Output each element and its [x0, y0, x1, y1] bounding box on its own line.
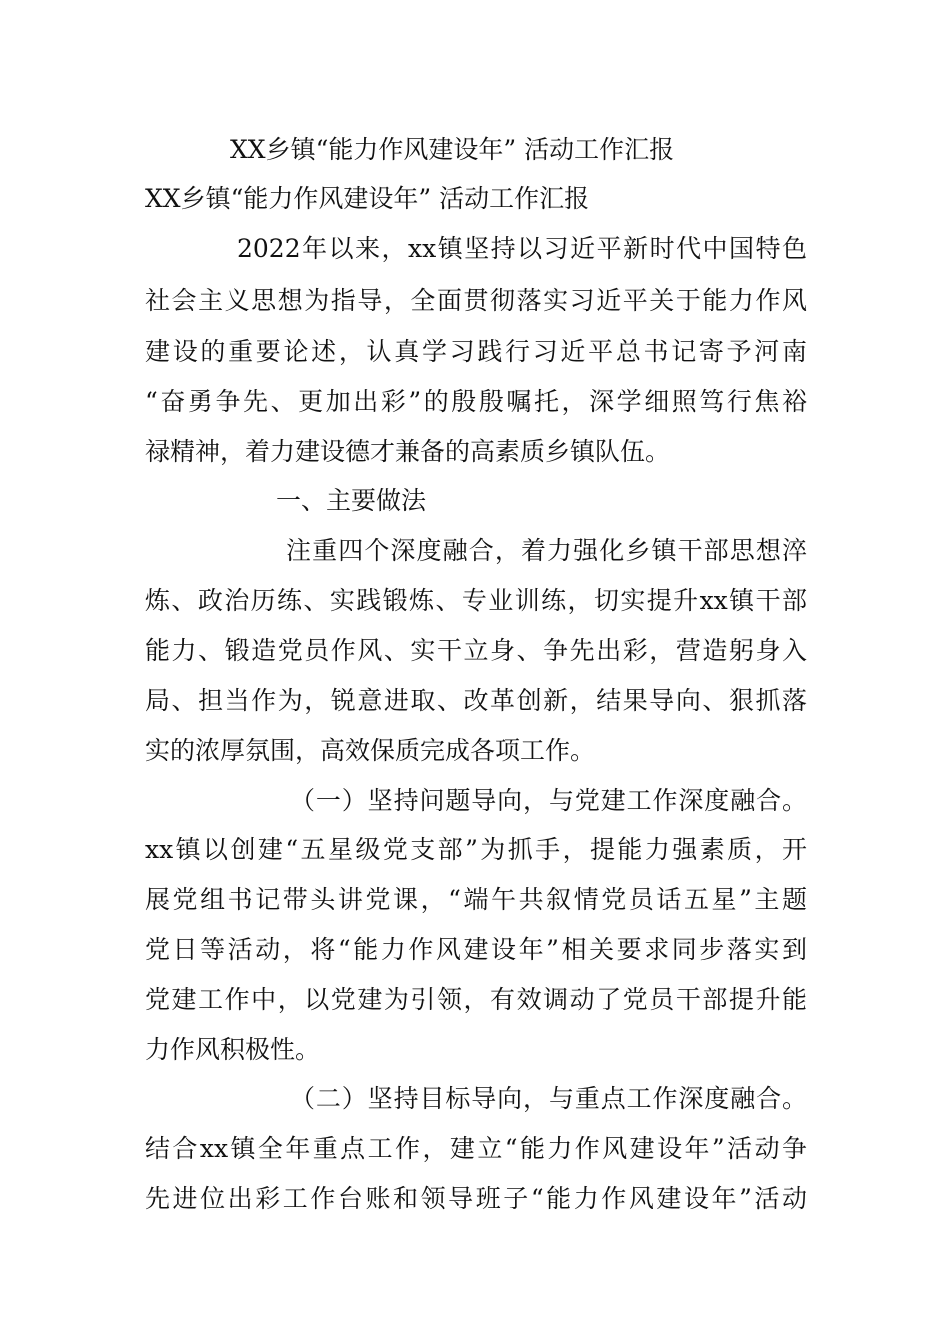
- paragraph-line: 炼、政治历练、实践锻炼、专业训练，切实提升xx镇干部: [145, 586, 807, 615]
- paragraph-line: 力作风积极性。: [145, 1035, 321, 1064]
- paragraph-line: 局、担当作为，锐意进取、改革创新，结果导向、狠抓落: [145, 686, 807, 715]
- paragraph-line: 社会主义思想为指导，全面贯彻落实习近平关于能力作风: [145, 286, 807, 315]
- document-title: XX乡镇“能力作风建设年” 活动工作汇报: [145, 184, 590, 213]
- section-heading: 一、主要做法: [276, 486, 427, 515]
- paragraph-line: 禄精神，着力建设德才兼备的高素质乡镇队伍。: [145, 437, 671, 466]
- paragraph-line: 能力、锻造党员作风、实干立身、争先出彩，营造躬身入: [145, 636, 807, 665]
- document-header-title: XX乡镇“能力作风建设年” 活动工作汇报: [230, 135, 675, 164]
- paragraph-line: 建设的重要论述，认真学习践行习近平总书记寄予河南: [145, 337, 807, 366]
- paragraph-line: 实的浓厚氛围，高效保质完成各项工作。: [145, 736, 596, 765]
- paragraph-line: 先进位出彩工作台账和领导班子“能力作风建设年”活动: [145, 1184, 807, 1213]
- paragraph-line: 党日等活动，将“能力作风建设年”相关要求同步落实到: [145, 935, 807, 964]
- paragraph-line: xx镇以创建“五星级党支部”为抓手，提能力强素质，开: [145, 835, 807, 864]
- subsection-heading: （一）坚持问题导向，与党建工作深度融合。: [290, 786, 807, 815]
- paragraph-line: 结合xx镇全年重点工作，建立“能力作风建设年”活动争: [145, 1134, 807, 1163]
- paragraph-line: 2022年以来，xx镇坚持以习近平新时代中国特色: [237, 234, 807, 263]
- subsection-heading: （二）坚持目标导向，与重点工作深度融合。: [290, 1084, 807, 1113]
- paragraph-line: 注重四个深度融合，着力强化乡镇干部思想淬: [286, 536, 807, 565]
- paragraph-line: “奋勇争先、更加出彩”的殷殷嘱托，深学细照笃行焦裕: [145, 387, 807, 416]
- paragraph-line: 党建工作中，以党建为引领，有效调动了党员干部提升能: [145, 985, 807, 1014]
- paragraph-line: 展党组书记带头讲党课，“端午共叙情党员话五星”主题: [145, 885, 807, 914]
